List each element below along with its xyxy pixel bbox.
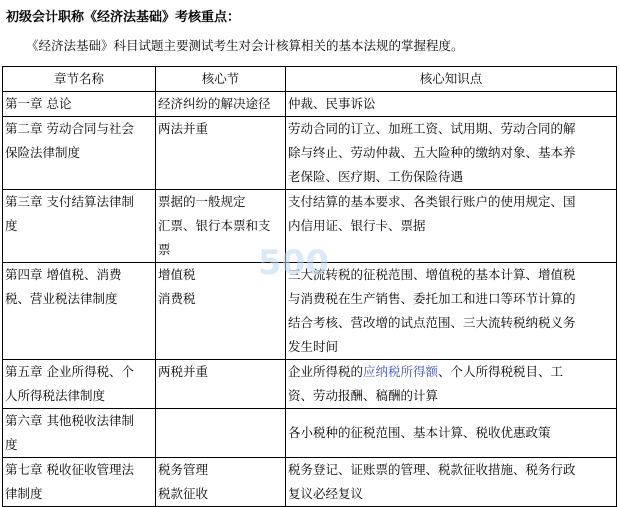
chapter-cell — [3, 190, 156, 263]
cell-text: 两税并重 — [158, 364, 209, 379]
cell-text: 人所得税法律制度 — [5, 388, 106, 403]
table-row — [3, 117, 617, 190]
table-row — [3, 92, 617, 117]
cell-text: 企业所得税的 — [288, 364, 364, 379]
cell-text: 第六章 其他税收法律制 — [5, 413, 134, 428]
chapter-cell — [3, 117, 156, 190]
table-header-row — [3, 67, 617, 92]
cell-text: 增值税 — [158, 267, 196, 282]
cell-text: 票据的一般规定 — [158, 194, 246, 209]
table-row — [3, 458, 617, 507]
cell-text: 劳动合同的订立、加班工资、试用期、劳动合同的解 — [288, 121, 576, 136]
chapter-cell — [3, 409, 156, 458]
cell-text: 第七章 税收征收管理法 — [5, 462, 134, 477]
cell-text: 消费税 — [158, 291, 196, 306]
cell-text: 度 — [5, 218, 18, 233]
cell-text: 除与终止、劳动仲裁、五大险种的缴纳对象、基本养 — [288, 145, 576, 160]
points-cell — [286, 263, 617, 360]
cell-text: 内信用证、银行卡、票据 — [288, 218, 426, 233]
cell-text: 发生时间 — [288, 339, 339, 354]
cell-text: 资、劳动报酬、稿酬的计算 — [288, 388, 439, 403]
page-title: 初级会计职称《经济法基础》考核重点： — [6, 10, 241, 25]
cell-text: 税务管理 — [158, 462, 209, 477]
cell-text: 第二章 劳动合同与社会 — [5, 121, 134, 136]
cell-text: 度 — [5, 437, 18, 452]
cell-text: 仲裁、民事诉讼 — [288, 96, 376, 111]
taxable-income-link[interactable]: 应纳税所得额 — [363, 364, 439, 379]
section-cell — [156, 263, 286, 360]
cell-text: 结合考核、营改增的试点范围、三大流转税纳税义务 — [288, 315, 576, 330]
syllabus-table — [2, 66, 617, 507]
chapter-cell — [3, 263, 156, 360]
table-row — [3, 263, 617, 360]
table-row — [3, 360, 617, 409]
section-cell — [156, 92, 286, 117]
cell-text: 第一章 总论 — [5, 96, 72, 111]
intro-paragraph: 《经济法基础》科目试题主要测试考生对会计核算相关的基本法规的掌握程度。 — [26, 38, 464, 53]
section-cell — [156, 190, 286, 263]
header-chapter: 章节名称 — [3, 67, 156, 92]
chapter-cell — [3, 360, 156, 409]
watermark-text: 500 — [258, 243, 329, 283]
cell-text: 两法并重 — [158, 121, 209, 136]
cell-text: 第三章 支付结算法律制 — [5, 194, 134, 209]
cell-text: 支付结算的基本要求、各类银行账户的使用规定、国 — [288, 194, 576, 209]
points-cell — [286, 117, 617, 190]
cell-text: 经济纠纷的解决途径 — [158, 96, 271, 111]
cell-text: 各小税种的征税范围、基本计算、税收优惠政策 — [288, 425, 551, 440]
chapter-cell — [3, 458, 156, 507]
cell-text: 第四章 增值税、消费 — [5, 267, 122, 282]
points-cell — [286, 458, 617, 507]
header-key-points: 核心知识点 — [286, 67, 617, 92]
header-core-section: 核心节 — [156, 67, 286, 92]
table-row — [3, 409, 617, 458]
cell-text: 汇票、银行本票和支 — [158, 218, 271, 233]
cell-text: 保险法律制度 — [5, 145, 81, 160]
section-cell — [156, 360, 286, 409]
cell-text: 税、营业税法律制度 — [5, 291, 118, 306]
cell-text: 与消费税在生产销售、委托加工和进口等环节计算的 — [288, 291, 576, 306]
points-cell — [286, 190, 617, 263]
cell-text: 律制度 — [5, 486, 43, 501]
cell-text: 三大流转税的征税范围、增值税的基本计算、增值税 — [288, 267, 576, 282]
points-cell — [286, 409, 617, 458]
cell-text-line — [288, 360, 614, 384]
points-cell — [286, 360, 617, 409]
cell-text: 老保险、医疗期、工伤保险待遇 — [288, 169, 464, 184]
cell-text: 、个人所得税税目、工 — [438, 364, 564, 379]
points-cell — [286, 92, 617, 117]
cell-text: 票 — [158, 242, 171, 257]
cell-text: 第五章 企业所得税、个 — [5, 364, 134, 379]
cell-text: 复议必经复议 — [288, 486, 364, 501]
section-cell — [156, 409, 286, 458]
cell-text: 税务登记、证账票的管理、税款征收措施、税务行政 — [288, 462, 576, 477]
section-cell — [156, 117, 286, 190]
section-cell — [156, 458, 286, 507]
table-row — [3, 190, 617, 263]
cell-text: 税款征收 — [158, 486, 209, 501]
chapter-cell — [3, 92, 156, 117]
